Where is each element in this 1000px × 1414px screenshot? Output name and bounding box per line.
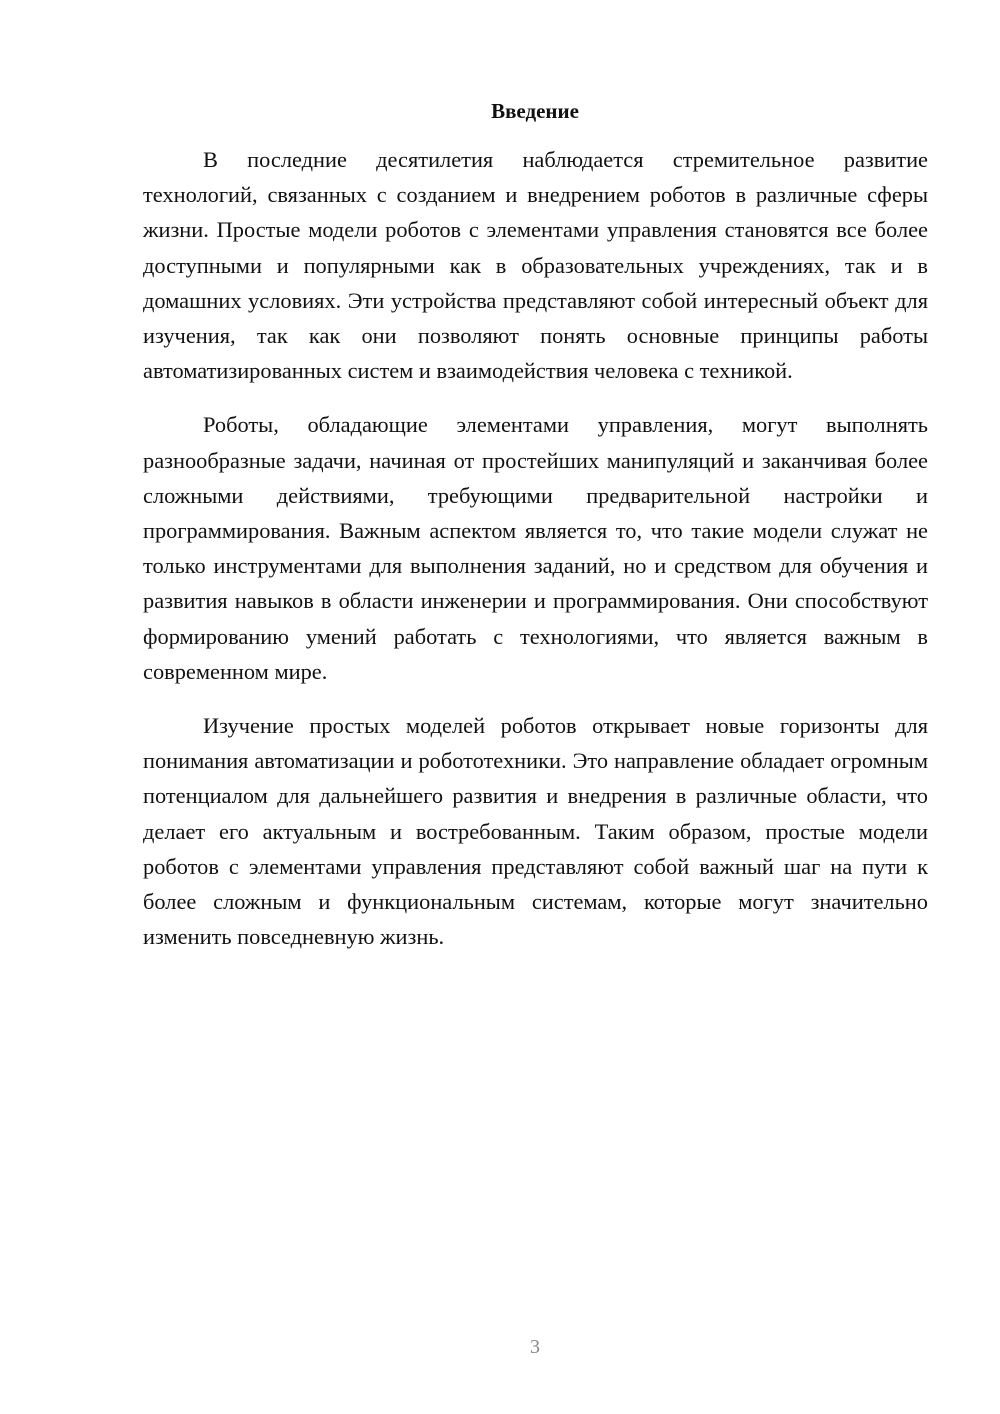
paragraph-1: В последние десятилетия наблюдается стремительное развитие технологий, связанных с созданием и внедрением роботов в различные сферы жизни. Простые модели роботов с элементами управления становятся все более доступными и популярными как в образовательных учреждениях, так и в домашних условиях. Эти устройства представляют собой интересный объект для изучения, так как они позволяют понять основные принципы работы автоматизированных систем и взаимодействия человека с техникой. <box>143 147 928 384</box>
paragraph-2: Роботы, обладающие элементами управления, могут выполнять разнообразные задачи, начиная от простейших манипуляций и заканчивая более сложными действиями, требующими предварительной настройки и программирования. Важным аспектом является то, что такие модели служат не только инструментами для выполнения заданий, но и средством для обучения и развития навыков в области инженерии и программирования. Они способствуют формированию умений работать с технологиями, что является важным в современном мире. <box>143 412 928 684</box>
section-title: Введение <box>491 99 579 123</box>
paragraph-3: Изучение простых моделей роботов открывает новые горизонты для понимания автоматизации и робототехники. Это направление обладает огромным потенциалом для дальнейшего развития и внедрения в различные области, что делает его актуальным и востребованным. Таким образом, простые модели роботов с элементами управления представляют собой важный шаг на пути к более сложным и функциональным системам, которые могут значительно изменить повседневную жизнь. <box>143 713 928 950</box>
body-text <box>143 142 928 954</box>
page-number: 3 <box>530 1336 540 1358</box>
